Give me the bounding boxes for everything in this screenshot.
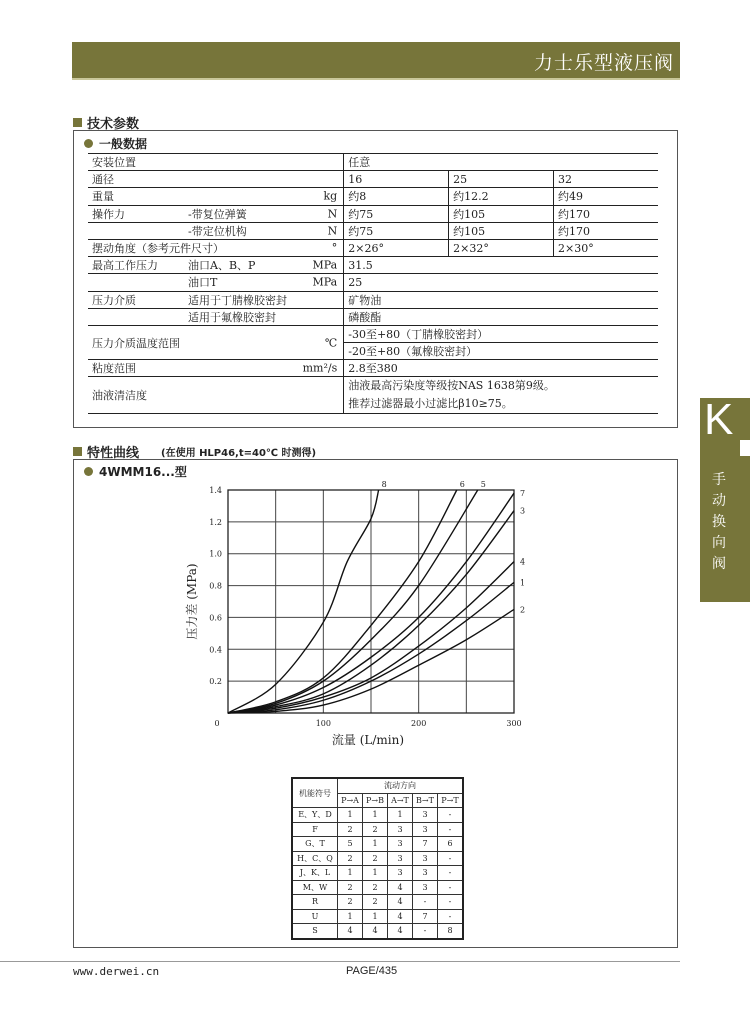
func-symbol: H、C、Q	[292, 851, 338, 866]
y-tick-label: 1.2	[209, 517, 222, 527]
y-tick-label: 1.4	[209, 486, 222, 495]
param-row	[88, 360, 658, 377]
subsection-heading	[84, 135, 147, 152]
func-value: 4	[388, 880, 413, 895]
param-row	[88, 239, 658, 256]
func-value: 3	[413, 808, 438, 823]
param-label: 重量	[92, 190, 114, 204]
func-value: 4	[363, 924, 388, 939]
param-unit: MPa	[312, 275, 338, 289]
curve-label: 3	[520, 506, 526, 516]
func-table-row	[292, 909, 463, 924]
func-value: 4	[388, 924, 413, 939]
func-symbol: J、K、L	[292, 866, 338, 881]
param-unit: °	[331, 241, 338, 255]
func-column-header: P→A	[338, 793, 363, 808]
param-sublabel: 油口A、B、P	[188, 259, 256, 273]
func-table-row	[292, 880, 463, 895]
func-symbol: U	[292, 909, 338, 924]
func-value: -	[438, 880, 464, 895]
param-sublabel: -带复位弹簧	[188, 207, 247, 221]
x-tick-label: 100	[315, 719, 331, 728]
param-label: 压力介质	[92, 293, 136, 307]
func-column-header: P→B	[363, 793, 388, 808]
square-bullet-icon	[73, 118, 82, 127]
func-value: -	[438, 895, 464, 910]
func-value: 2	[363, 822, 388, 837]
param-row	[88, 205, 658, 222]
param-value: 25	[344, 274, 658, 291]
y-tick-label: 1.0	[209, 549, 222, 559]
func-value: 3	[388, 851, 413, 866]
curve-label: 7	[520, 489, 526, 499]
func-table-row	[292, 866, 463, 881]
func-value: -	[413, 924, 438, 939]
model-label: 4WMM16...型	[99, 465, 187, 479]
param-value: 约75	[344, 222, 449, 239]
func-value: 3	[413, 880, 438, 895]
header-banner	[72, 42, 680, 80]
func-value: 3	[413, 866, 438, 881]
func-value: 7	[413, 909, 438, 924]
func-value: 5	[338, 837, 363, 852]
circle-bullet-icon	[84, 139, 93, 148]
func-value: 3	[388, 837, 413, 852]
param-value	[344, 377, 658, 414]
func-symbol: E、Y、D	[292, 808, 338, 823]
param-value: -30至+80（丁腈橡胶密封）	[344, 325, 658, 342]
param-label: 油液清洁度	[92, 389, 147, 403]
param-value: 磷酸酯	[344, 308, 658, 325]
side-tab-char: 阀	[712, 556, 726, 572]
param-sublabel: 适用于丁腈橡胶密封	[188, 293, 287, 307]
func-column-header: P→T	[438, 793, 464, 808]
param-value: 16	[344, 171, 449, 188]
param-value-line: 推荐过滤器最小过滤比β10≥75。	[348, 397, 513, 411]
param-value: 约8	[344, 188, 449, 205]
param-label: 最高工作压力	[92, 259, 158, 273]
param-label-cell	[88, 308, 344, 325]
side-tab-notch	[740, 440, 750, 456]
subsection-heading	[84, 463, 187, 480]
param-label-cell	[88, 222, 344, 239]
func-value: 7	[413, 837, 438, 852]
circle-bullet-icon	[84, 467, 93, 476]
y-tick-label: 0.6	[209, 613, 222, 623]
param-row	[88, 377, 658, 414]
func-table-row	[292, 851, 463, 866]
param-label-cell	[88, 291, 344, 308]
param-value: 31.5	[344, 257, 658, 274]
param-row	[88, 188, 658, 205]
param-value: 矿物油	[344, 291, 658, 308]
x-axis-label: 流量 (L/min)	[331, 733, 405, 747]
func-value: 6	[438, 837, 464, 852]
func-value: 1	[363, 808, 388, 823]
param-value: 2×32°	[449, 239, 554, 256]
side-tab-char: 向	[712, 535, 726, 551]
func-value: 4	[338, 924, 363, 939]
param-label-cell	[88, 274, 344, 291]
side-tab-char: 动	[712, 493, 726, 509]
param-row	[88, 274, 658, 291]
y-tick-label: 0.8	[209, 581, 222, 591]
subsection-title: 一般数据	[99, 137, 148, 151]
param-unit: ℃	[324, 336, 338, 350]
func-value: 2	[338, 895, 363, 910]
side-tab-char: 换	[712, 514, 726, 530]
func-table-row	[292, 837, 463, 852]
param-label-cell	[88, 377, 344, 414]
page-title: 力士乐型液压阀	[533, 52, 674, 74]
func-value: 1	[338, 808, 363, 823]
func-value: 3	[388, 822, 413, 837]
param-unit: N	[327, 224, 338, 238]
func-value: 2	[363, 880, 388, 895]
function-symbol-table	[291, 777, 464, 940]
param-value: 约170	[554, 205, 658, 222]
func-symbol: S	[292, 924, 338, 939]
param-value: 约170	[554, 222, 658, 239]
param-sublabel: 油口T	[188, 276, 218, 290]
general-data-table	[88, 153, 658, 414]
param-value: 2.8至380	[344, 360, 658, 377]
func-value: 1	[388, 808, 413, 823]
param-label-cell	[88, 154, 344, 171]
x-tick-label: 0	[214, 719, 220, 728]
x-tick-label: 300	[506, 719, 522, 728]
func-value: 1	[363, 909, 388, 924]
func-value: 1	[363, 866, 388, 881]
func-value: 3	[413, 822, 438, 837]
func-value: 2	[363, 895, 388, 910]
func-value: -	[438, 822, 464, 837]
curve-label: 5	[480, 480, 486, 489]
func-value: 4	[388, 909, 413, 924]
func-value: 1	[338, 866, 363, 881]
param-row	[88, 257, 658, 274]
param-value-line: 油液最高污染度等级按NAS 1638第9级。	[348, 379, 555, 393]
param-value: 约105	[449, 222, 554, 239]
curve-label: 8	[381, 480, 387, 489]
section-title: 技术参数	[87, 117, 140, 132]
func-value: 2	[338, 822, 363, 837]
func-value: -	[438, 808, 464, 823]
func-value: 1	[338, 909, 363, 924]
func-value: 1	[363, 837, 388, 852]
param-label-cell	[88, 205, 344, 222]
func-table-row	[292, 808, 463, 823]
param-label-cell	[88, 239, 344, 256]
param-label: 摆动角度（参考元件尺寸）	[92, 242, 224, 256]
param-label-cell	[88, 171, 344, 188]
func-value: 8	[438, 924, 464, 939]
param-label: 通径	[92, 173, 114, 187]
side-tab-char: 手	[712, 472, 726, 488]
func-value: 4	[388, 895, 413, 910]
x-tick-label: 200	[411, 719, 427, 728]
func-value: -	[438, 851, 464, 866]
func-symbol: M、W	[292, 880, 338, 895]
param-row	[88, 154, 658, 171]
param-label: 操作力	[92, 207, 125, 221]
side-tab-text	[711, 470, 727, 575]
curve-label: 6	[459, 480, 465, 489]
param-row	[88, 308, 658, 325]
param-value: 32	[554, 171, 658, 188]
param-value: 约105	[449, 205, 554, 222]
section-title: 特性曲线	[87, 446, 140, 461]
func-symbol: F	[292, 822, 338, 837]
func-column-header: A→T	[388, 793, 413, 808]
func-value: 3	[388, 866, 413, 881]
func-symbol: R	[292, 895, 338, 910]
footer-page-number: PAGE/435	[346, 965, 398, 977]
func-value: -	[413, 895, 438, 910]
param-sublabel: -带定位机构	[188, 224, 247, 238]
curve-label: 1	[520, 578, 526, 588]
param-label: 粘度范围	[92, 362, 136, 376]
y-tick-label: 0.2	[209, 677, 222, 687]
curve-label: 4	[520, 557, 526, 567]
func-value: 2	[363, 851, 388, 866]
param-row	[88, 171, 658, 188]
func-symbol: G、T	[292, 837, 338, 852]
curve-label: 2	[520, 605, 526, 615]
param-value: 约12.2	[449, 188, 554, 205]
param-value: 2×30°	[554, 239, 658, 256]
param-row	[88, 325, 658, 342]
param-label-cell	[88, 360, 344, 377]
param-label-cell	[88, 257, 344, 274]
func-value: 2	[338, 880, 363, 895]
param-unit: mm²/s	[302, 361, 338, 375]
param-label-cell	[88, 325, 344, 359]
param-label-cell	[88, 188, 344, 205]
func-table-row	[292, 924, 463, 939]
func-value: -	[438, 866, 464, 881]
param-row	[88, 222, 658, 239]
func-header-flow: 流动方向	[338, 778, 464, 793]
func-column-header: B→T	[413, 793, 438, 808]
param-unit: kg	[323, 189, 338, 203]
param-label: 压力介质温度范围	[92, 336, 180, 350]
y-axis-label: 压力差 (MPa)	[185, 563, 199, 640]
param-sublabel: 适用于氟橡胶密封	[188, 310, 276, 324]
func-table-row	[292, 822, 463, 837]
func-table-row	[292, 895, 463, 910]
param-value: -20至+80（氟橡胶密封）	[344, 343, 658, 360]
param-row	[88, 291, 658, 308]
y-tick-label: 0.4	[209, 645, 222, 655]
param-unit: N	[327, 207, 338, 221]
param-value: 约49	[554, 188, 658, 205]
square-bullet-icon	[73, 447, 82, 456]
param-unit: MPa	[312, 258, 338, 272]
param-label: 安装位置	[92, 156, 136, 170]
footer-divider	[0, 961, 680, 962]
func-header-symbol: 机能符号	[292, 778, 338, 808]
func-value: -	[438, 909, 464, 924]
footer-website[interactable]: www.derwei.cn	[73, 965, 160, 978]
param-value: 约75	[344, 205, 449, 222]
measurement-note: (在使用 HLP46,t=40℃ 时测得)	[161, 448, 317, 459]
func-value: 2	[338, 851, 363, 866]
side-tab-letter: K	[704, 395, 734, 444]
param-value: 任意	[344, 154, 658, 171]
param-value: 25	[449, 171, 554, 188]
func-value: 3	[413, 851, 438, 866]
param-value: 2×26°	[344, 239, 449, 256]
